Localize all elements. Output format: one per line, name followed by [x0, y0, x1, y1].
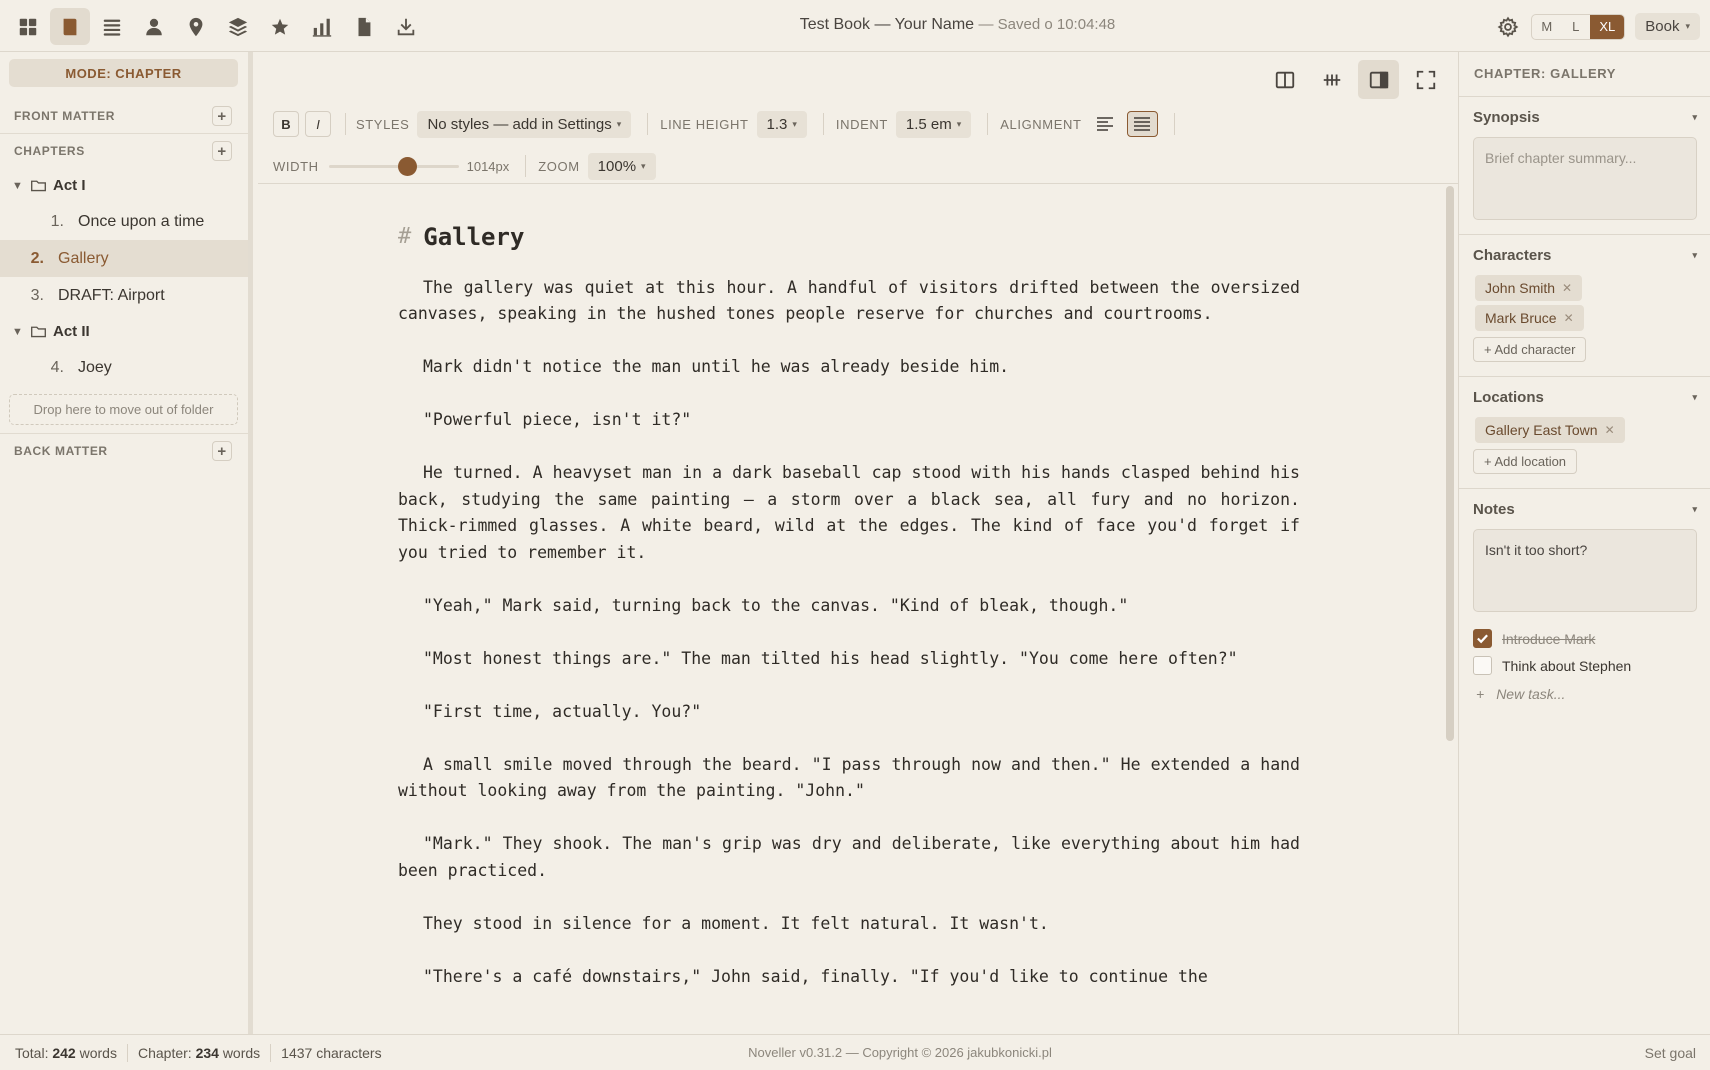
chapter-heading [398, 224, 1300, 251]
task-label[interactable]: Introduce Mark [1502, 630, 1596, 647]
main-area [258, 52, 1458, 1034]
close-icon[interactable]: ✕ [1563, 311, 1574, 325]
alignment-label: ALIGNMENT [1000, 116, 1082, 132]
back-matter-section [0, 434, 248, 468]
synopsis-label: Synopsis [1473, 108, 1540, 126]
folder-label: Act I [53, 177, 86, 194]
characters-label: Characters [1473, 246, 1552, 264]
characters-section [1459, 234, 1710, 376]
synopsis-section [1459, 96, 1710, 234]
paragraph: "Most honest things are." The man tilted his head slightly. "You come here often?" [423, 648, 1238, 668]
top-bar [0, 0, 1710, 52]
separator [345, 113, 346, 135]
fullscreen-icon[interactable] [1405, 60, 1446, 99]
chapter-item-joey[interactable] [0, 349, 248, 386]
copyright: Noveller v0.31.2 — Copyright © 2026 jakubkonicki.pl [748, 1045, 1052, 1060]
chevron-down-icon[interactable]: ▾ [1692, 391, 1697, 402]
zoom-dropdown[interactable] [588, 153, 656, 180]
chapter-words: 234 [195, 1044, 219, 1061]
add-back-matter-button[interactable]: + [212, 441, 232, 461]
add-front-matter-button[interactable]: + [212, 106, 232, 126]
editor[interactable] [258, 184, 1458, 1034]
chevron-down-icon: ▾ [1685, 21, 1690, 31]
character-count: 1437 characters [281, 1044, 382, 1061]
width-label: WIDTH [273, 158, 319, 174]
book-mode-label: Book [1645, 18, 1680, 35]
separator [525, 155, 526, 177]
character-tag[interactable] [1475, 305, 1584, 331]
separator [647, 113, 648, 135]
new-task-input[interactable] [1476, 686, 1697, 702]
chapter-label: Gallery [58, 249, 109, 267]
check-icon [1476, 632, 1489, 645]
tag-label: Mark Bruce [1485, 310, 1557, 326]
set-goal-button[interactable]: Set goal [1644, 1044, 1696, 1061]
chevron-down-icon[interactable]: ▾ [1692, 111, 1697, 122]
indent-label: INDENT [835, 116, 888, 132]
top-right-controls [1495, 13, 1700, 40]
total-words: 242 [52, 1044, 76, 1061]
total-prefix: Total: [15, 1044, 49, 1061]
chapters-section [0, 134, 248, 168]
right-panel-toggle-icon[interactable] [1358, 60, 1399, 99]
folder-act-1[interactable] [0, 168, 248, 203]
locations-label: Locations [1473, 388, 1544, 406]
chevron-down-icon: ▾ [956, 118, 962, 129]
author-name: Your Name [894, 16, 975, 33]
front-matter-section [0, 99, 248, 133]
paragraph: "There's a café downstairs," John said, finally. "If you'd like to continue the [423, 966, 1208, 986]
chapter-content[interactable] [398, 224, 1300, 1017]
align-justify-icon[interactable] [1127, 111, 1158, 137]
line-height-dropdown[interactable] [757, 111, 807, 138]
chapters-label: CHAPTERS [14, 144, 85, 158]
width-value: 1014px [466, 158, 510, 174]
indent-value: 1.5 em [905, 115, 952, 133]
back-matter-label: BACK MATTER [14, 444, 108, 458]
chapter-panel [1458, 52, 1710, 1034]
plus-icon: + [1476, 686, 1485, 702]
align-left-icon[interactable] [1090, 111, 1121, 137]
styles-label: STYLES [356, 116, 410, 132]
front-matter-label: FRONT MATTER [14, 109, 115, 123]
bold-button[interactable]: B [273, 111, 299, 137]
character-tag[interactable] [1475, 275, 1582, 301]
folder-icon [30, 323, 47, 340]
separator [823, 113, 824, 135]
chapter-label: DRAFT: Airport [58, 286, 165, 304]
chapter-number: 4. [50, 358, 64, 376]
window-title [0, 16, 1710, 34]
paragraph: Mark didn't notice the man until he was already beside him. [423, 357, 1010, 376]
tag-label: John Smith [1485, 280, 1556, 296]
tag-label: Gallery East Town [1485, 422, 1598, 438]
zoom-label: ZOOM [538, 158, 580, 174]
synopsis-header[interactable] [1473, 97, 1697, 137]
chapter-item-once-upon-a-time[interactable] [0, 203, 248, 240]
format-row [273, 109, 1183, 139]
font-size-switcher [1531, 14, 1625, 40]
location-tag[interactable] [1475, 417, 1625, 443]
slider-track [329, 165, 459, 168]
sidebar [0, 52, 253, 1034]
words-suffix: words [79, 1044, 117, 1061]
book-mode-dropdown[interactable] [1635, 13, 1700, 40]
typewriter-mode-icon[interactable] [1311, 60, 1352, 99]
chevron-down-icon: ▾ [616, 118, 622, 129]
line-height-label: LINE HEIGHT [660, 116, 749, 132]
styles-value: No styles — add in Settings [427, 115, 612, 133]
locations-header[interactable] [1473, 377, 1697, 417]
paragraph: They stood in silence for a moment. It felt natural. It wasn't. [423, 913, 1049, 933]
panel-title: CHAPTER: GALLERY [1474, 66, 1617, 81]
chapter-number: 2. [30, 249, 44, 267]
folder-icon [30, 177, 47, 194]
task-checkbox[interactable] [1473, 656, 1492, 675]
title-separator: — [874, 16, 891, 33]
line-height-value: 1.3 [766, 115, 788, 133]
layout-row [273, 151, 656, 181]
view-buttons [1264, 60, 1446, 99]
gear-icon[interactable] [1495, 14, 1521, 40]
book-title: Test Book [799, 16, 870, 33]
task-label[interactable]: Think about Stephen [1502, 657, 1632, 674]
dropzone[interactable]: Drop here to move out of folder [9, 394, 238, 425]
paragraph: He turned. A heavyset man in a dark baseball cap stood with his hands clasped behind his back, studying the same painting — a storm over a black sea, all fury and no horizon. Thick-rimmed glasses. A white beard, wild at the edges. The kind of face you'd forget if you tried to remember it. [398, 463, 1300, 562]
italic-button[interactable]: I [305, 111, 331, 137]
notes-header[interactable] [1473, 489, 1697, 529]
folder-act-2[interactable] [0, 314, 248, 349]
chapter-number: 3. [30, 286, 44, 304]
size-xl-button[interactable]: XL [1590, 15, 1624, 39]
words-suffix: words [222, 1044, 261, 1061]
chapter-label: Joey [78, 358, 112, 376]
add-chapter-button[interactable]: + [212, 141, 232, 161]
chevron-down-icon: ▾ [792, 118, 797, 129]
chevron-down-icon[interactable]: ▾ [1692, 249, 1697, 260]
characters-header[interactable] [1473, 235, 1697, 275]
separator [987, 113, 988, 135]
width-slider[interactable] [329, 156, 459, 176]
zoom-value: 100% [597, 157, 637, 175]
paragraph: A small smile moved through the beard. "I pass through now and then." He extended a hand without looking away from the painting. "John." [398, 754, 1300, 800]
close-icon[interactable]: ✕ [1604, 423, 1615, 437]
paragraph: "First time, actually. You?" [423, 701, 702, 721]
chapter-item-draft-airport[interactable] [0, 277, 248, 314]
folder-label: Act II [53, 323, 90, 340]
chapter-number: 1. [50, 212, 64, 230]
indent-dropdown[interactable] [896, 111, 971, 138]
chevron-down-icon[interactable]: ▼ [12, 325, 23, 338]
chevron-down-icon[interactable]: ▼ [12, 179, 23, 192]
heading-text: Gallery [423, 223, 525, 251]
chapter-prefix: Chapter: [137, 1044, 192, 1061]
new-task-placeholder: New task... [1496, 686, 1566, 702]
size-l-button[interactable]: L [1572, 19, 1580, 34]
add-character-button[interactable]: + Add character [1473, 337, 1586, 362]
status-bar [0, 1034, 1710, 1070]
paragraph: The gallery was quiet at this hour. A handful of visitors drifted between the oversized canvases, speaking in the hushed tones people reserve for churches and courtrooms. [398, 277, 1300, 323]
notes-section [1459, 488, 1710, 716]
task-item [1473, 626, 1697, 651]
chapter-item-gallery[interactable] [0, 240, 248, 277]
synopsis-textarea[interactable]: Brief chapter summary... [1473, 137, 1697, 220]
task-item [1473, 653, 1697, 678]
paragraph: "Mark." They shook. The man's grip was dry and deliberate, like everything about him had been practiced. [398, 834, 1300, 880]
styles-dropdown[interactable] [417, 111, 631, 138]
heading-marker: # [398, 224, 412, 249]
chevron-down-icon[interactable]: ▾ [1692, 503, 1697, 514]
notes-textarea[interactable]: Isn't it too short? [1473, 529, 1697, 612]
editor-toolbar [258, 52, 1458, 184]
mode-indicator[interactable]: MODE: CHAPTER [9, 59, 238, 87]
scrollbar[interactable] [1446, 186, 1454, 741]
close-icon[interactable]: ✕ [1562, 281, 1573, 295]
locations-section [1459, 376, 1710, 488]
separator [1174, 113, 1175, 135]
chapter-label: Once upon a time [78, 212, 205, 230]
add-location-button[interactable]: + Add location [1473, 449, 1577, 474]
slider-handle[interactable] [398, 157, 417, 176]
task-checkbox[interactable] [1473, 629, 1492, 648]
notes-label: Notes [1473, 500, 1515, 518]
size-m-button[interactable]: M [1541, 19, 1553, 34]
chevron-down-icon: ▾ [641, 160, 646, 171]
paragraph: "Yeah," Mark said, turning back to the canvas. "Kind of bleak, though." [423, 595, 1129, 615]
saved-status: — Saved o 10:04:48 [978, 16, 1116, 33]
split-view-icon[interactable] [1264, 60, 1305, 99]
paragraph: "Powerful piece, isn't it?" [423, 410, 692, 429]
